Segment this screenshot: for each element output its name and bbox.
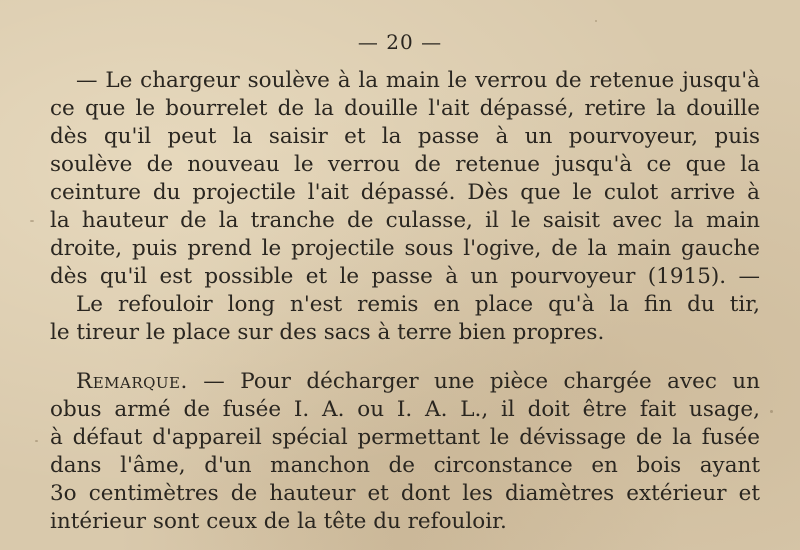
text-line: soulève de nouveau le verrou de retenue jusqu'à ce que la <box>50 152 760 177</box>
text-line: le tireur le place sur des sacs à terre bien propres. <box>50 320 605 345</box>
paper-fleck <box>595 20 597 22</box>
paper-fleck <box>770 410 773 413</box>
paper-fleck <box>35 440 38 442</box>
page-number: — 20 — <box>357 30 443 54</box>
paper-fleck <box>265 75 268 77</box>
text-line: 3o centimètres de hauteur et dont les diamètres extérieur et <box>50 481 760 506</box>
text-line: ceinture du projectile l'ait dépassé. Dès que le culot arrive à <box>50 180 760 205</box>
text-line: dès qu'il est possible et le passe à un pourvoyeur (1915). — <box>50 264 760 289</box>
remark-heading: Remarque. <box>76 369 188 394</box>
remark-first-line <box>76 368 760 395</box>
paper-fleck <box>30 220 34 222</box>
text-line: à défaut d'appareil spécial permettant le dévissage de la fusée <box>50 425 760 450</box>
text-line: Le refouloir long n'est remis en place qu'à la fin du tir, <box>76 292 760 317</box>
text-line: dès qu'il peut la saisir et la passe à un pourvoyeur, puis <box>50 124 760 149</box>
text-line: intérieur sont ceux de la tête du refouloir. <box>50 509 507 534</box>
text-line: dans l'âme, d'un manchon de circonstance en bois ayant <box>50 453 760 478</box>
text-line: obus armé de fusée I. A. ou I. A. L., il doit être fait usage, <box>50 397 760 422</box>
text-line: ce que le bourrelet de la douille l'ait dépassé, retire la douille <box>50 96 760 121</box>
text-line-fragment: — Pour décharger une pièce chargée avec un <box>187 369 760 394</box>
text-line: la hauteur de la tranche de culasse, il le saisit avec la main <box>50 208 760 233</box>
text-line: droite, puis prend le projectile sous l'ogive, de la main gauche <box>50 236 760 261</box>
text-line: — Le chargeur soulève à la main le verrou de retenue jusqu'à <box>76 68 760 93</box>
